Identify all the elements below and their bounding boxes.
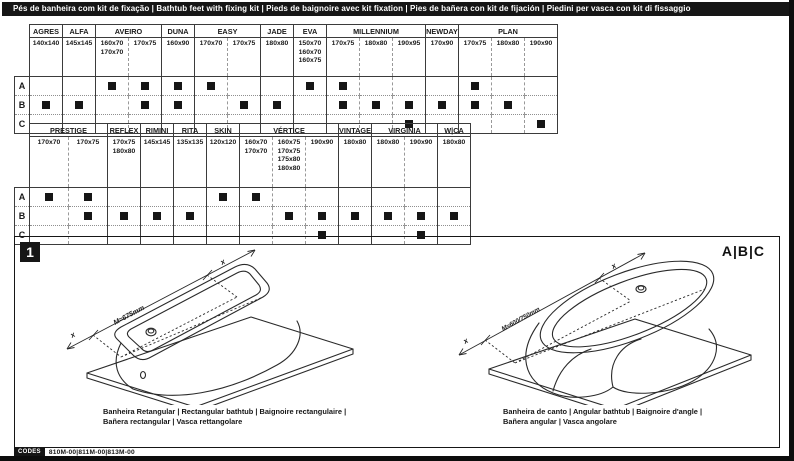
model-name: EASY (195, 25, 261, 38)
corner-spacer (15, 124, 30, 137)
model-name: ALFA (63, 25, 96, 38)
size-line: 120x120 (209, 139, 237, 146)
compat-mark (384, 212, 392, 220)
row-label: B (15, 96, 30, 115)
compat-mark (219, 193, 227, 201)
compat-cell (339, 207, 372, 226)
compat-cell (405, 207, 438, 226)
compat-mark (45, 193, 53, 201)
model-size (438, 137, 471, 188)
compat-cell (174, 188, 207, 207)
corner-spacer (15, 25, 30, 38)
compat-cell (228, 96, 261, 115)
compat-mark (186, 212, 194, 220)
compat-cell (30, 207, 69, 226)
footer-codes (14, 448, 135, 456)
size-line: 180x80 (343, 139, 367, 146)
size-line: 170x75 (277, 147, 301, 155)
model-name: AVEIRO (96, 25, 162, 38)
compat-mark (120, 212, 128, 220)
model-name: VÉRTICE (240, 124, 339, 137)
corner-spacer (15, 137, 30, 188)
page-edge-right (789, 0, 794, 461)
caption-line: Banheira Retangular | Rectangular bathtub | Baignoire rectangulaire | (103, 407, 347, 416)
compat-cell (96, 77, 129, 96)
size-line: 160x90 (166, 40, 190, 47)
compat-mark (405, 101, 413, 109)
compat-mark (306, 82, 314, 90)
compat-mark (252, 193, 260, 201)
size-line: 170x75 (232, 40, 256, 47)
compat-mark (84, 193, 92, 201)
model-size (162, 38, 195, 77)
size-line: 170x75 (331, 40, 355, 47)
model-size (492, 38, 525, 77)
model-size (339, 137, 372, 188)
compat-mark (174, 101, 182, 109)
compat-cell (162, 77, 195, 96)
compat-cell (228, 77, 261, 96)
compat-mark (450, 212, 458, 220)
compat-cell (195, 77, 228, 96)
size-line: 135x135 (176, 139, 204, 146)
model-size (306, 137, 339, 188)
size-line: 180x80 (112, 147, 136, 155)
compat-cell (360, 77, 393, 96)
compat-cell (438, 188, 471, 207)
model-size (240, 137, 273, 188)
compat-cell (108, 207, 141, 226)
compat-cell (525, 96, 558, 115)
compat-cell (96, 96, 129, 115)
compat-cell (69, 188, 108, 207)
compat-cell (327, 96, 360, 115)
model-name: RITA (174, 124, 207, 137)
size-line: 140x140 (32, 40, 60, 47)
diagram-panel (14, 236, 780, 448)
model-name-row (15, 25, 558, 38)
model-name: JADE (261, 25, 294, 38)
compat-mark (153, 212, 161, 220)
feet-kit-abc-label: A|B|C (721, 243, 765, 259)
model-size (141, 137, 174, 188)
compat-cell (129, 96, 162, 115)
dim-x-left-label: x (461, 335, 470, 346)
rectangular-bathtub-drawing (59, 245, 369, 405)
size-line: 160x75 (298, 57, 322, 65)
model-name: SKIN (207, 124, 240, 137)
model-size (108, 137, 141, 188)
size-line: 160x70 (100, 40, 124, 47)
compat-mark (537, 120, 545, 128)
compat-cell (63, 77, 96, 96)
compat-cell (459, 96, 492, 115)
row-label: A (15, 188, 30, 207)
dim-x-right-label: x (218, 256, 227, 267)
size-line: 190x90 (409, 139, 433, 146)
dim-x-left-label: x (68, 329, 77, 340)
model-size (195, 38, 228, 77)
compat-cell (393, 77, 426, 96)
size-line: 180x80 (496, 40, 520, 47)
model-size (69, 137, 108, 188)
compat-mark (207, 82, 215, 90)
compat-mark (339, 82, 347, 90)
model-size (273, 137, 306, 188)
compat-mark (273, 101, 281, 109)
model-size (459, 38, 492, 77)
compat-mark (108, 82, 116, 90)
model-size-row (15, 137, 471, 188)
size-line: 150x70 (298, 40, 322, 47)
size-line: 190x90 (310, 139, 334, 146)
size-line: 170x75 (463, 40, 487, 47)
size-line: 170x75 (133, 40, 157, 47)
size-line: 170x70 (100, 48, 124, 56)
feet-row-B (15, 207, 471, 226)
figure-number-badge: 1 (20, 242, 40, 262)
compat-cell (261, 96, 294, 115)
model-name: MILLENNIUM (327, 25, 426, 38)
row-label: C (15, 115, 30, 134)
row-label: B (15, 207, 30, 226)
model-name: AGRES (30, 25, 63, 38)
model-size (327, 38, 360, 77)
compat-cell (195, 96, 228, 115)
caption-line: Bañera rectangular | Vasca rettangolare (103, 417, 243, 426)
size-line: 170x75 (76, 139, 100, 146)
compat-cell (492, 77, 525, 96)
size-line: 145x145 (143, 139, 171, 146)
t1-grid (14, 24, 558, 134)
compat-cell (162, 96, 195, 115)
compat-cell (129, 77, 162, 96)
size-line: 180x80 (265, 40, 289, 47)
size-line: 170x90 (430, 40, 454, 47)
model-size (96, 38, 129, 77)
compat-cell (273, 207, 306, 226)
compat-cell (141, 188, 174, 207)
size-line: 190x95 (397, 40, 421, 47)
model-size (228, 38, 261, 77)
model-size (261, 38, 294, 77)
row-label: A (15, 77, 30, 96)
compat-mark (372, 101, 380, 109)
compat-cell (294, 77, 327, 96)
model-size (63, 38, 96, 77)
compat-mark (417, 212, 425, 220)
compat-mark (471, 101, 479, 109)
size-line: 160x75 (277, 139, 301, 146)
compat-cell (306, 188, 339, 207)
compat-cell (405, 188, 438, 207)
compat-cell (339, 188, 372, 207)
compat-mark (318, 212, 326, 220)
compat-cell (261, 77, 294, 96)
compat-cell (30, 188, 69, 207)
model-name: REFLEX (108, 124, 141, 137)
compat-mark (75, 101, 83, 109)
dim-m-label: M≈600/750mm (500, 305, 542, 333)
rectangular-bathtub-caption (103, 407, 346, 427)
model-size-row (15, 38, 558, 77)
compat-mark (438, 101, 446, 109)
compat-mark (351, 212, 359, 220)
compat-mark (285, 212, 293, 220)
caption-line: Banheira de canto | Angular bathtub | Baignoire d'angle | (503, 407, 703, 416)
page-edge-bottom (0, 456, 794, 461)
model-name: DUNA (162, 25, 195, 38)
size-line: 180x80 (364, 40, 388, 47)
compat-cell (360, 96, 393, 115)
codes-badge: CODES (14, 448, 45, 456)
compat-cell (30, 77, 63, 96)
compat-cell (30, 96, 63, 115)
compat-cell (393, 96, 426, 115)
size-line: 160x70 (298, 48, 322, 56)
feet-row-A (15, 188, 471, 207)
compat-cell (240, 207, 273, 226)
feet-row-B (15, 96, 558, 115)
size-line: 180x80 (376, 139, 400, 146)
caption-line: Bañera angular | Vasca angolare (503, 417, 617, 426)
compat-mark (141, 82, 149, 90)
size-line: 170x70 (199, 40, 223, 47)
compat-cell (141, 207, 174, 226)
model-name: EVA (294, 25, 327, 38)
model-size (393, 38, 426, 77)
model-size (525, 38, 558, 77)
row-label: C (15, 226, 30, 245)
size-line: 160x70 (244, 139, 268, 146)
compat-mark (84, 212, 92, 220)
corner-spacer (15, 38, 30, 77)
compat-cell (207, 207, 240, 226)
model-name: PRESTIGE (30, 124, 108, 137)
compatibility-table-2 (14, 123, 471, 245)
dim-m-label: M≈675mm (112, 304, 146, 327)
model-name: VIRGÍNIA (372, 124, 438, 137)
size-line: 170x75 (112, 139, 136, 146)
feet-row-A (15, 77, 558, 96)
compat-cell (372, 207, 405, 226)
model-size (30, 38, 63, 77)
compat-mark (174, 82, 182, 90)
model-size (30, 137, 69, 188)
size-line: 180x80 (277, 164, 301, 172)
compat-cell (525, 77, 558, 96)
codes-value: 810M-00|811M-00|813M-00 (48, 448, 135, 456)
model-size (207, 137, 240, 188)
model-size (360, 38, 393, 77)
model-size (405, 137, 438, 188)
compat-cell (273, 188, 306, 207)
compat-cell (294, 96, 327, 115)
model-size (129, 38, 162, 77)
compat-cell (327, 77, 360, 96)
size-line: 180x80 (442, 139, 466, 146)
compat-mark (42, 101, 50, 109)
angular-bathtub-drawing (455, 245, 765, 405)
model-name: W|CA (438, 124, 471, 137)
compatibility-table-1 (14, 24, 558, 134)
t2-grid (14, 123, 471, 245)
model-size (174, 137, 207, 188)
model-name: RIMINI (141, 124, 174, 137)
compat-cell (306, 207, 339, 226)
size-line: 170x70 (37, 139, 61, 146)
compat-cell (438, 207, 471, 226)
compat-cell (492, 96, 525, 115)
compat-cell (492, 115, 525, 134)
model-size (372, 137, 405, 188)
compat-mark (141, 101, 149, 109)
page-title: Pés de banheira com kit de fixação | Bathtub feet with fixing kit | Pieds de baignoire avec kit fixation | Pies de bañera con kit de fijación | Piedini per vasca con kit di fissaggio (13, 4, 691, 13)
compat-cell (459, 77, 492, 96)
size-line: 170x70 (244, 147, 268, 155)
model-name: NEWDAY (426, 26, 458, 36)
angular-bathtub-caption (503, 407, 702, 427)
compat-mark (504, 101, 512, 109)
compat-cell (426, 77, 459, 96)
compat-cell (174, 207, 207, 226)
compat-cell (426, 96, 459, 115)
compat-cell (240, 188, 273, 207)
compat-cell (108, 188, 141, 207)
compat-cell (372, 188, 405, 207)
compat-mark (240, 101, 248, 109)
compat-mark (471, 82, 479, 90)
compat-cell (207, 188, 240, 207)
size-line: 175x80 (277, 156, 301, 164)
model-name-row (15, 124, 471, 137)
page-title-bar (2, 2, 789, 16)
model-size (294, 38, 327, 77)
compat-cell (63, 96, 96, 115)
model-name: VINTAGE (339, 125, 371, 135)
compat-cell (69, 207, 108, 226)
size-line: 190x90 (529, 40, 553, 47)
dim-x-right-label: x (609, 260, 618, 271)
size-line: 145x145 (65, 40, 93, 47)
compat-mark (339, 101, 347, 109)
model-size (426, 38, 459, 77)
model-name: PLAN (459, 25, 558, 38)
compat-cell (525, 115, 558, 134)
